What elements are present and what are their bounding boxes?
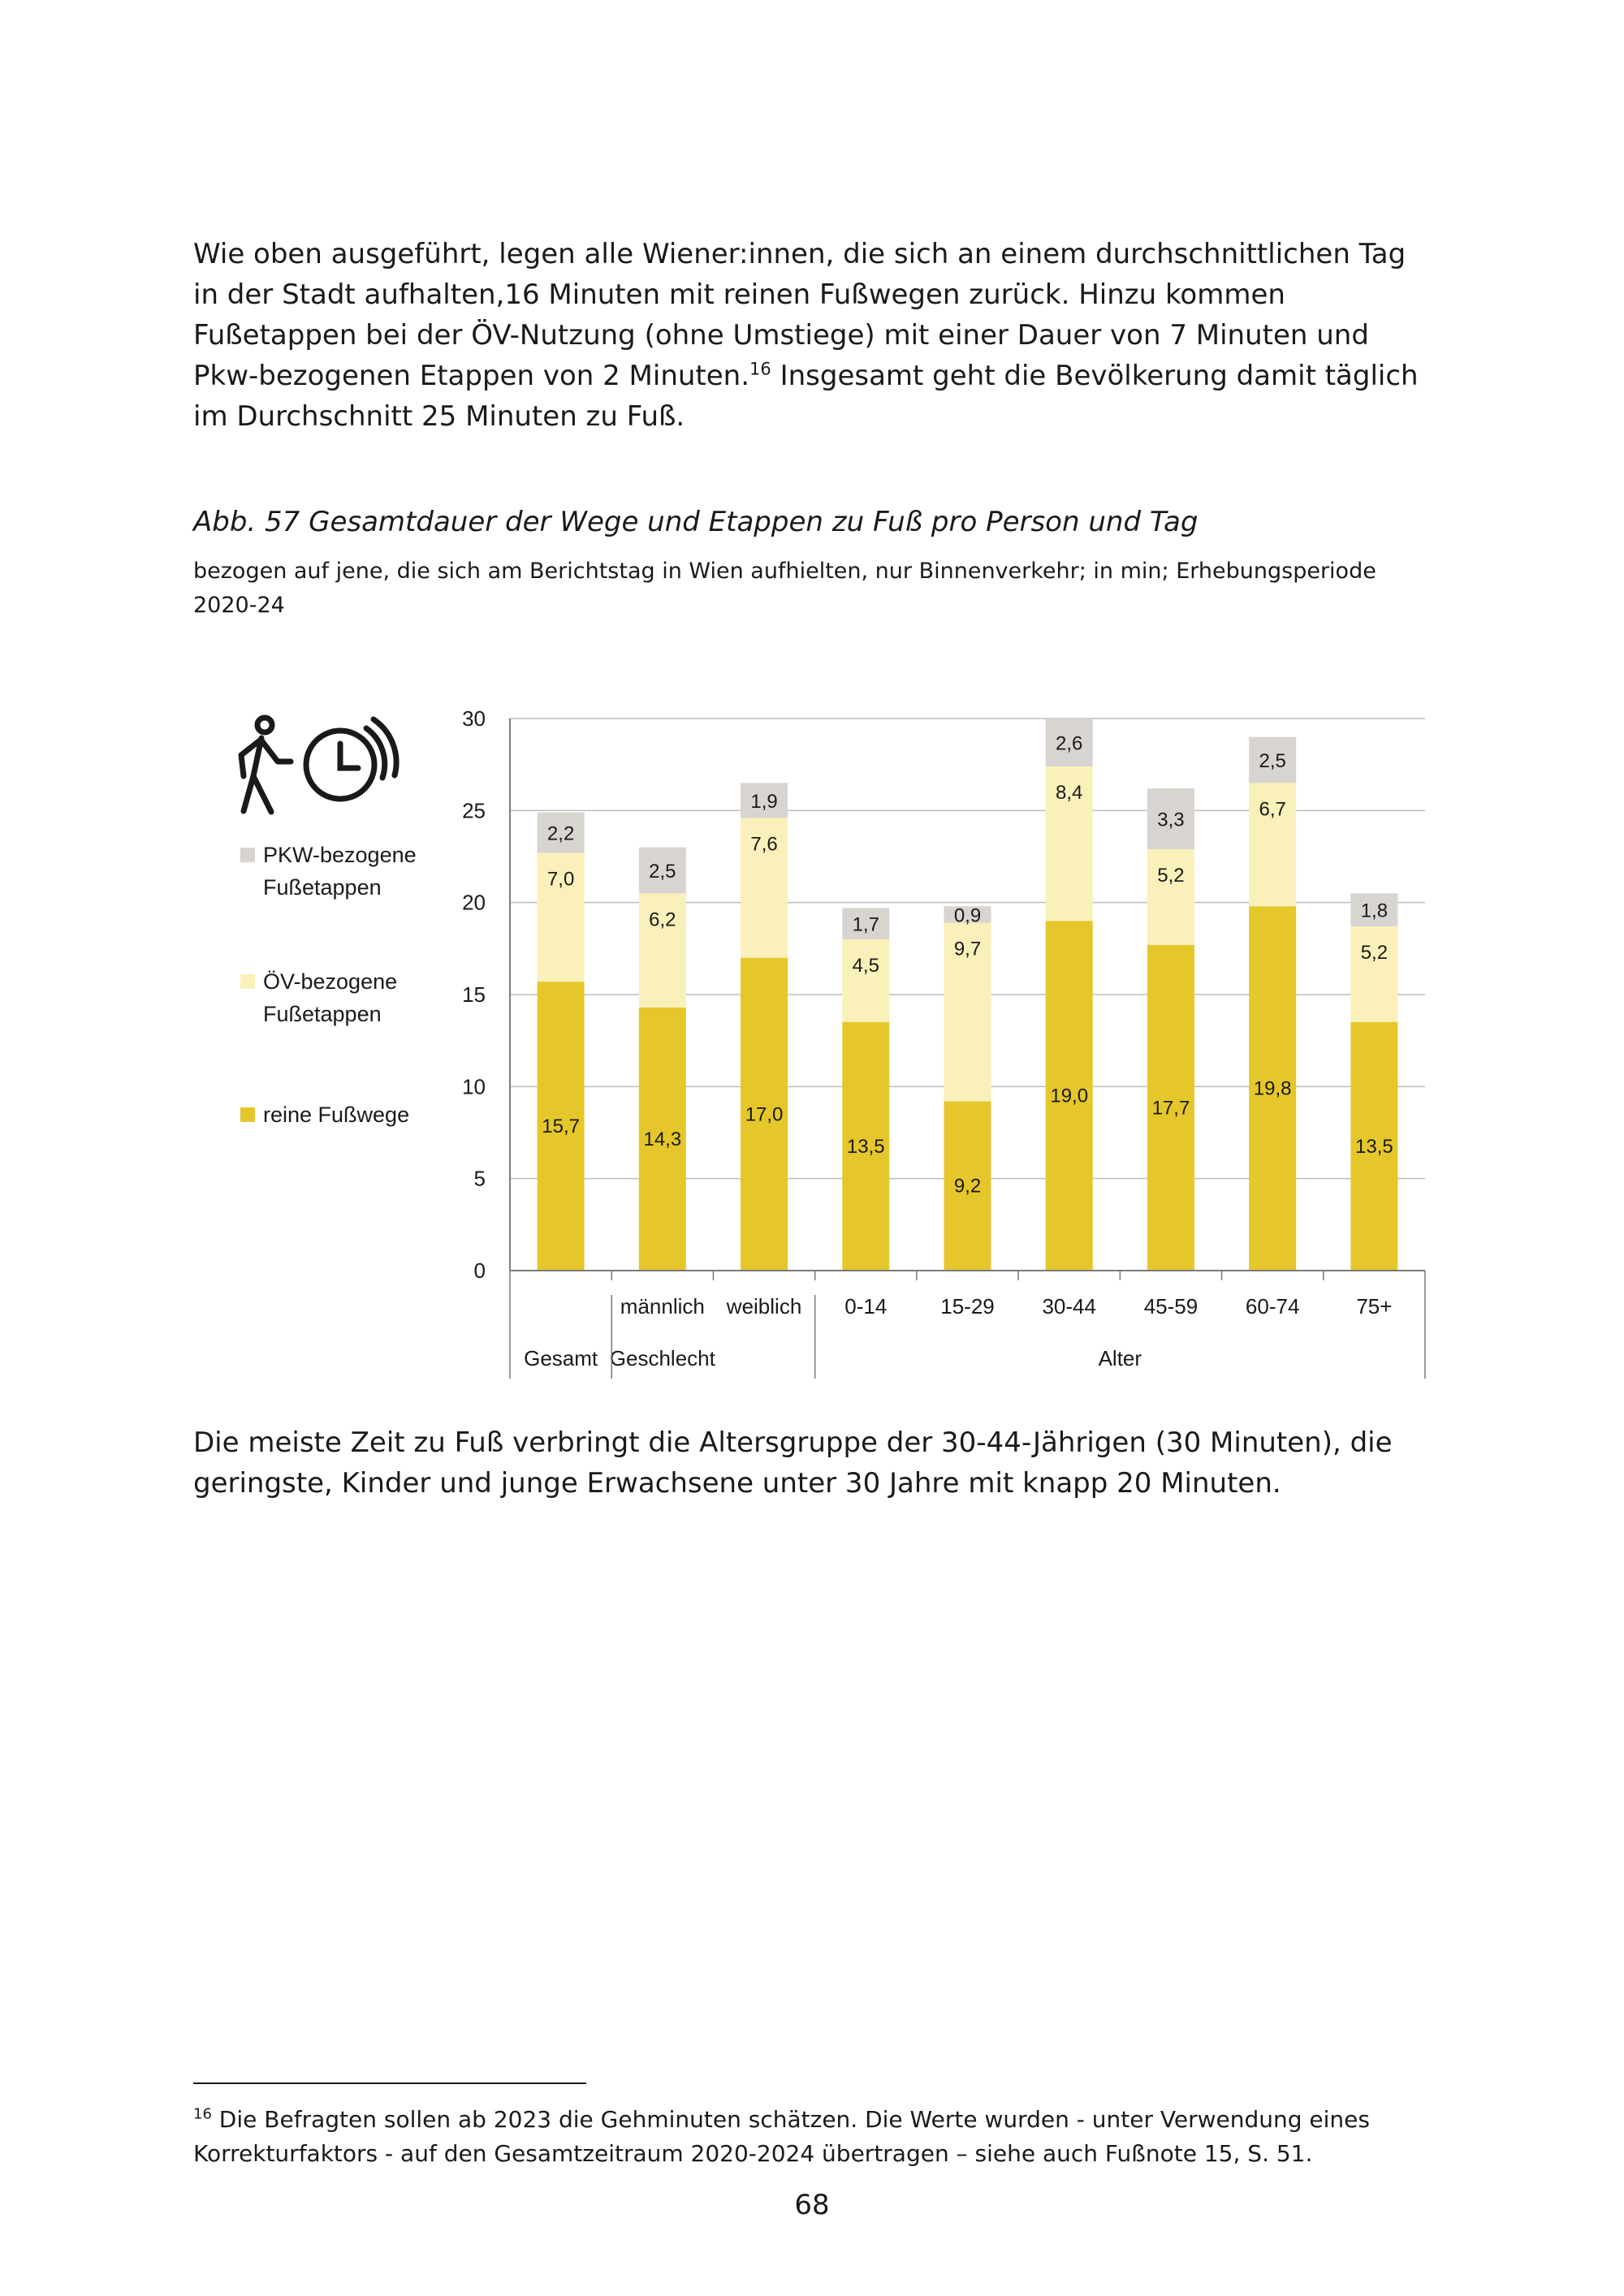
legend-swatch bbox=[240, 848, 255, 862]
legend-label: PKW-bezogene bbox=[263, 843, 417, 867]
data-label: 9,7 bbox=[953, 938, 982, 960]
y-tick-label: 10 bbox=[462, 1074, 486, 1099]
data-label: 5,2 bbox=[1157, 864, 1185, 887]
data-label: 19,0 bbox=[1050, 1085, 1089, 1107]
x-tick-label: 45-59 bbox=[1143, 1294, 1199, 1318]
data-label: 1,7 bbox=[852, 913, 879, 936]
x-tick-label: 0-14 bbox=[844, 1294, 888, 1318]
legend-label: reine Fußwege bbox=[263, 1103, 410, 1127]
x-axis bbox=[510, 1271, 1425, 1379]
data-label: 4,5 bbox=[852, 955, 879, 977]
legend-label: Fußetappen bbox=[263, 875, 382, 900]
y-tick-label: 25 bbox=[462, 798, 486, 823]
footnote-divider bbox=[193, 2082, 586, 2084]
x-tick-label: 75+ bbox=[1356, 1294, 1393, 1318]
y-tick-label: 30 bbox=[462, 706, 486, 731]
chart-legend bbox=[240, 843, 417, 1127]
intro-text-after: Insgesamt geht die Bevölkerung damit täglich im Durchschnitt 25 Minuten zu Fuß. bbox=[193, 360, 1419, 433]
data-label: 1,8 bbox=[1360, 900, 1389, 922]
data-label: 2,5 bbox=[1259, 750, 1286, 772]
x-group-label: Geschlecht bbox=[609, 1346, 715, 1370]
data-label: 9,2 bbox=[953, 1175, 982, 1198]
x-group-label: Alter bbox=[1098, 1346, 1142, 1370]
legend-label: Fußetappen bbox=[263, 1002, 382, 1026]
data-label: 2,2 bbox=[546, 822, 575, 845]
footnote-text: Die Befragten sollen ab 2023 die Gehminuten schätzen. Die Werte wurden - unter Verwendung eines Korrekturfaktors - auf den Gesamtzeitraum 2020-2024 übertragen – siehe auch Fußnote 15, S. 51. bbox=[193, 2106, 1370, 2167]
x-tick-label: weiblich bbox=[726, 1294, 802, 1318]
figure-title: Abb. 57 Gesamtdauer der Wege und Etappen zu Fuß pro Person und Tag bbox=[193, 506, 1199, 538]
legend-label: ÖV-bezogene bbox=[263, 969, 398, 994]
data-label: 19,8 bbox=[1253, 1077, 1292, 1100]
data-label: 14,3 bbox=[643, 1128, 682, 1150]
intro-text: Wie oben ausgeführt, legen alle Wiener:innen, die sich an einem durchschnittlichen Tag in der Stadt aufhalten,16 Minuten mit reinen Fußwegen zurück. Hinzu kommen Fußetappen bei der ÖV-Nutzung (ohne Umstiege) mit einer Dauer von 7 Minuten und Pkw-bezogenen Etappen von 2 Minuten. bbox=[193, 238, 1406, 392]
data-label: 17,7 bbox=[1151, 1097, 1190, 1120]
clock-icon bbox=[306, 719, 396, 799]
data-label: 1,9 bbox=[750, 790, 778, 813]
data-label: 17,0 bbox=[745, 1103, 784, 1126]
bar-segment bbox=[1147, 849, 1194, 945]
conclusion-paragraph: Die meiste Zeit zu Fuß verbringt die Altersgruppe der 30-44-Jährigen (30 Minuten), die geringste, Kinder und junge Erwachsene unter 30 Jahre mit knapp 20 Minuten. bbox=[193, 1426, 1393, 1500]
legend-swatch bbox=[240, 974, 255, 989]
x-tick-label: 30-44 bbox=[1042, 1294, 1096, 1318]
data-label: 0,9 bbox=[953, 904, 982, 927]
data-label: 13,5 bbox=[1355, 1136, 1393, 1158]
x-group-label: Gesamt bbox=[524, 1346, 598, 1370]
page-number: 68 bbox=[794, 2189, 830, 2221]
data-label: 7,0 bbox=[546, 868, 575, 891]
figure-subtitle: bezogen auf jene, die sich am Berichtstag in Wien aufhielten, nur Binnenverkehr; in min; Erhebungsperiode 2020-24 bbox=[193, 559, 1376, 618]
data-label: 6,7 bbox=[1259, 798, 1286, 821]
footnote-ref-16[interactable]: 16 bbox=[749, 359, 771, 379]
y-tick-label: 0 bbox=[473, 1258, 486, 1283]
data-label: 8,4 bbox=[1056, 781, 1083, 804]
data-label: 7,6 bbox=[750, 833, 778, 856]
data-label: 2,6 bbox=[1056, 732, 1083, 755]
data-label: 3,3 bbox=[1157, 809, 1185, 831]
plot-area bbox=[462, 706, 1425, 1283]
data-label: 13,5 bbox=[846, 1136, 885, 1158]
x-tick-label: männlich bbox=[620, 1294, 705, 1318]
bar-segment bbox=[1350, 926, 1397, 1022]
footnote bbox=[193, 2103, 1444, 2171]
y-tick-label: 20 bbox=[462, 890, 486, 915]
data-label: 5,2 bbox=[1360, 942, 1389, 965]
data-label: 2,5 bbox=[649, 861, 676, 883]
legend-swatch bbox=[240, 1107, 255, 1122]
y-tick-label: 15 bbox=[462, 982, 486, 1007]
x-tick-label: 15-29 bbox=[940, 1294, 995, 1318]
pedestrian-icon bbox=[241, 718, 291, 812]
x-tick-label: 60-74 bbox=[1245, 1294, 1300, 1318]
data-label: 15,7 bbox=[542, 1116, 580, 1138]
data-label: 6,2 bbox=[649, 908, 676, 931]
y-tick-label: 5 bbox=[473, 1166, 486, 1191]
footnote-number: 16 bbox=[193, 2105, 212, 2123]
bar-segment bbox=[842, 939, 889, 1022]
